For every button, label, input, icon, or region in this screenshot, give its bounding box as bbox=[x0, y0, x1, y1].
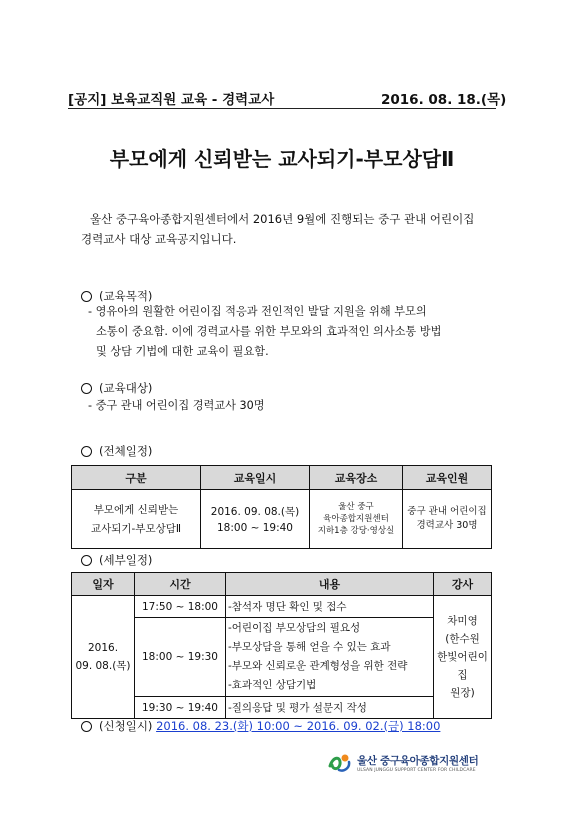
place-line: 울산 중구 bbox=[338, 502, 374, 512]
logo-name-ko: 울산 중구육아종합지원센터 bbox=[357, 755, 479, 767]
time-cell: 19:30 ~ 19:40 bbox=[135, 697, 226, 719]
course-people-cell bbox=[403, 490, 492, 549]
intro-line-1: 울산 중구육아종합지원센터에서 2016년 9월에 진행되는 중구 관내 어린이집 bbox=[90, 212, 475, 226]
target-line-1: - 중구 관내 어린이집 경력교사 30명 bbox=[88, 399, 265, 412]
detail-date-cell bbox=[72, 596, 135, 719]
content-line: -부모와 신뢰로운 관계형성을 위한 전략 bbox=[228, 660, 408, 672]
col-header: 내용 bbox=[226, 573, 434, 596]
content-line: -효과적인 상담기법 bbox=[228, 679, 317, 691]
overall-heading-text: (전체일정) bbox=[99, 444, 153, 458]
lecturer-line: 원장) bbox=[450, 687, 475, 699]
detail-heading-text: (세부일정) bbox=[99, 553, 153, 567]
lecturer-line: 차미영 bbox=[447, 615, 478, 627]
table-row bbox=[72, 596, 492, 618]
table-row bbox=[72, 618, 492, 697]
intro-line-2: 경력교사 대상 교육공지입니다. bbox=[81, 232, 237, 246]
time-cell: 17:50 ~ 18:00 bbox=[135, 596, 226, 618]
detail-date-line: 2016. bbox=[87, 642, 119, 654]
center-logo bbox=[327, 752, 478, 774]
lecturer-line: 한빛어린이집 bbox=[437, 651, 488, 681]
course-name-cell bbox=[72, 490, 201, 549]
apply-period-link[interactable]: 2016. 08. 23.(화) 10:00 ~ 2016. 09. 02.(금) 18:00 bbox=[156, 719, 441, 733]
overall-heading bbox=[81, 443, 152, 459]
page-title: 부모에게 신뢰받는 교사되기-부모상담Ⅱ bbox=[109, 147, 455, 171]
detail-heading bbox=[81, 552, 152, 568]
table-row bbox=[72, 697, 492, 719]
col-header: 교육인원 bbox=[403, 466, 492, 490]
table-header-row bbox=[72, 573, 492, 596]
notice-date: 2016. 08. 18.(목) bbox=[381, 92, 507, 108]
course-time: 18:00 ~ 19:40 bbox=[217, 522, 293, 534]
col-header: 구분 bbox=[72, 466, 201, 490]
logo-name-en: ULSAN JUNGGU SUPPORT CENTER FOR CHILDCARE bbox=[357, 768, 476, 773]
col-header: 교육일시 bbox=[201, 466, 310, 490]
apply-row bbox=[81, 718, 440, 734]
circle-bullet-icon bbox=[81, 291, 92, 302]
table-header-row bbox=[72, 466, 492, 490]
col-header: 교육장소 bbox=[310, 466, 403, 490]
circle-bullet-icon bbox=[81, 555, 92, 566]
content-cell: -질의응답 및 평가 설문지 작성 bbox=[226, 697, 434, 719]
col-header: 강사 bbox=[434, 573, 492, 596]
target-heading-text: (교육대상) bbox=[99, 381, 153, 395]
place-line: 지하1층 강당·영상실 bbox=[317, 526, 395, 536]
circle-bullet-icon bbox=[81, 383, 92, 394]
purpose-heading-text: (교육목적) bbox=[99, 289, 153, 303]
col-header: 일자 bbox=[72, 573, 135, 596]
purpose-line-1: - 영유아의 원활한 어린이집 적응과 전인적인 발달 지원을 위해 부모의 bbox=[88, 305, 427, 318]
notice-label: [공지] 보육교직원 교육 - 경력교사 bbox=[68, 92, 275, 108]
apply-heading-text: (신청일시) bbox=[99, 719, 153, 733]
course-place-cell bbox=[310, 490, 403, 549]
circle-bullet-icon bbox=[81, 721, 92, 732]
purpose-line-3: 및 상담 기법에 대한 교육이 필요함. bbox=[96, 345, 269, 358]
place-line: 육아종합지원센터 bbox=[323, 514, 389, 524]
detail-schedule-table bbox=[71, 572, 492, 719]
lecturer-cell bbox=[434, 596, 492, 719]
center-logo-icon bbox=[327, 752, 353, 774]
col-header: 시간 bbox=[135, 573, 226, 596]
content-cell: -참석자 명단 확인 및 접수 bbox=[226, 596, 434, 618]
content-line: -부모상담을 통해 얻을 수 있는 효과 bbox=[228, 641, 391, 653]
purpose-body bbox=[88, 302, 508, 362]
lecturer-line: (한수원 bbox=[445, 633, 480, 645]
course-datetime-cell bbox=[201, 490, 310, 549]
purpose-line-2: 소통이 중요함. 이에 경력교사를 위한 부모와의 효과적인 의사소통 방법 bbox=[96, 325, 442, 338]
detail-date-line: 09. 08.(목) bbox=[75, 660, 131, 672]
course-name-line: 교사되기-부모상담Ⅱ bbox=[90, 523, 182, 535]
people-line: 경력교사 30명 bbox=[416, 520, 478, 531]
intro-paragraph bbox=[81, 209, 510, 249]
circle-bullet-icon bbox=[81, 446, 92, 457]
course-date: 2016. 09. 08.(목) bbox=[210, 506, 300, 518]
overall-schedule-table bbox=[71, 465, 492, 549]
people-line: 중구 관내 어린이집 bbox=[407, 506, 487, 517]
table-row bbox=[72, 490, 492, 549]
content-line: -어린이집 부모상담의 필요성 bbox=[228, 622, 361, 634]
time-cell: 18:00 ~ 19:30 bbox=[135, 618, 226, 697]
content-cell bbox=[226, 618, 434, 697]
header-divider bbox=[68, 108, 496, 109]
target-heading bbox=[81, 380, 152, 396]
course-name-line: 부모에게 신뢰받는 bbox=[93, 504, 179, 516]
